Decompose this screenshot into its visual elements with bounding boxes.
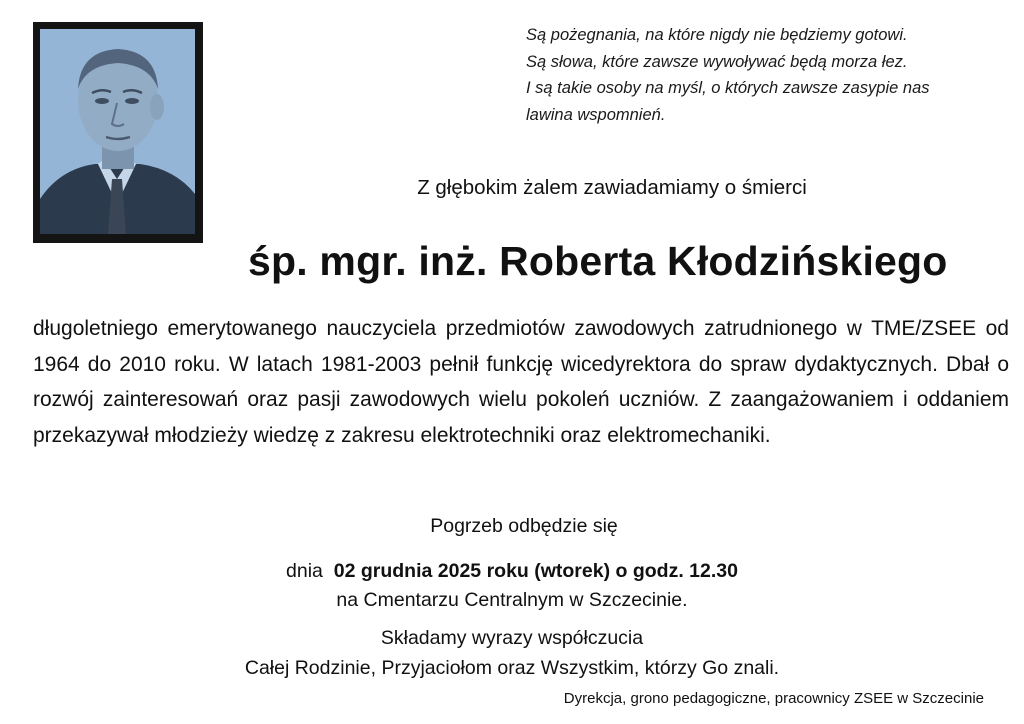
condolence-line-1: Składamy wyrazy współczucia	[380, 627, 644, 649]
signature: Dyrekcja, grono pedagogiczne, pracownicy ZSEE w Szczecinie	[563, 690, 984, 707]
poem-line: lawina wspomnień.	[526, 105, 666, 124]
condolence-line-2: Całej Rodzinie, Przyjaciołom oraz Wszystkim, którzy Go znali.	[244, 657, 780, 679]
funeral-date-details: 02 grudnia 2025 roku (wtorek) o godz. 12.30	[333, 560, 738, 582]
funeral-date-prefix: dnia	[286, 560, 323, 582]
biography-text: długoletniego emerytowanego nauczyciela przedmiotów zawodowych zatrudnionego w TME/ZSEE od 1964 do 2010 roku. W latach 1981-2003 pełnił funkcję wicedyrektora do spraw dydaktycznych. Dbał o rozwój zainteresowań oraz pasji zawodowych wielu pokoleń uczniów. Z zaangażowaniem i oddaniem przekazywał młodzieży wiedzę z zakresu elektrotechniki oraz elektromechaniki.	[33, 317, 1009, 447]
deceased-name: śp. mgr. inż. Roberta Kłodzińskiego	[248, 238, 948, 284]
portrait-photo-frame	[33, 22, 203, 243]
portrait-photo	[40, 29, 195, 234]
memorial-poem	[526, 22, 1016, 128]
announcement-text: Z głębokim żalem zawiadamiamy o śmierci	[417, 176, 807, 199]
poem-line: I są takie osoby na myśl, o których zawsze zasypie nas	[526, 79, 930, 97]
funeral-place: na Cmentarzu Centralnym w Szczecinie.	[336, 589, 688, 611]
poem-line: Są słowa, które zawsze wywoływać będą morza łez.	[526, 52, 908, 71]
funeral-intro: Pogrzeb odbędzie się	[430, 515, 618, 537]
funeral-date-line	[0, 560, 1024, 583]
poem-line: Są pożegnania, na które nigdy nie będziemy gotowi.	[526, 26, 908, 44]
